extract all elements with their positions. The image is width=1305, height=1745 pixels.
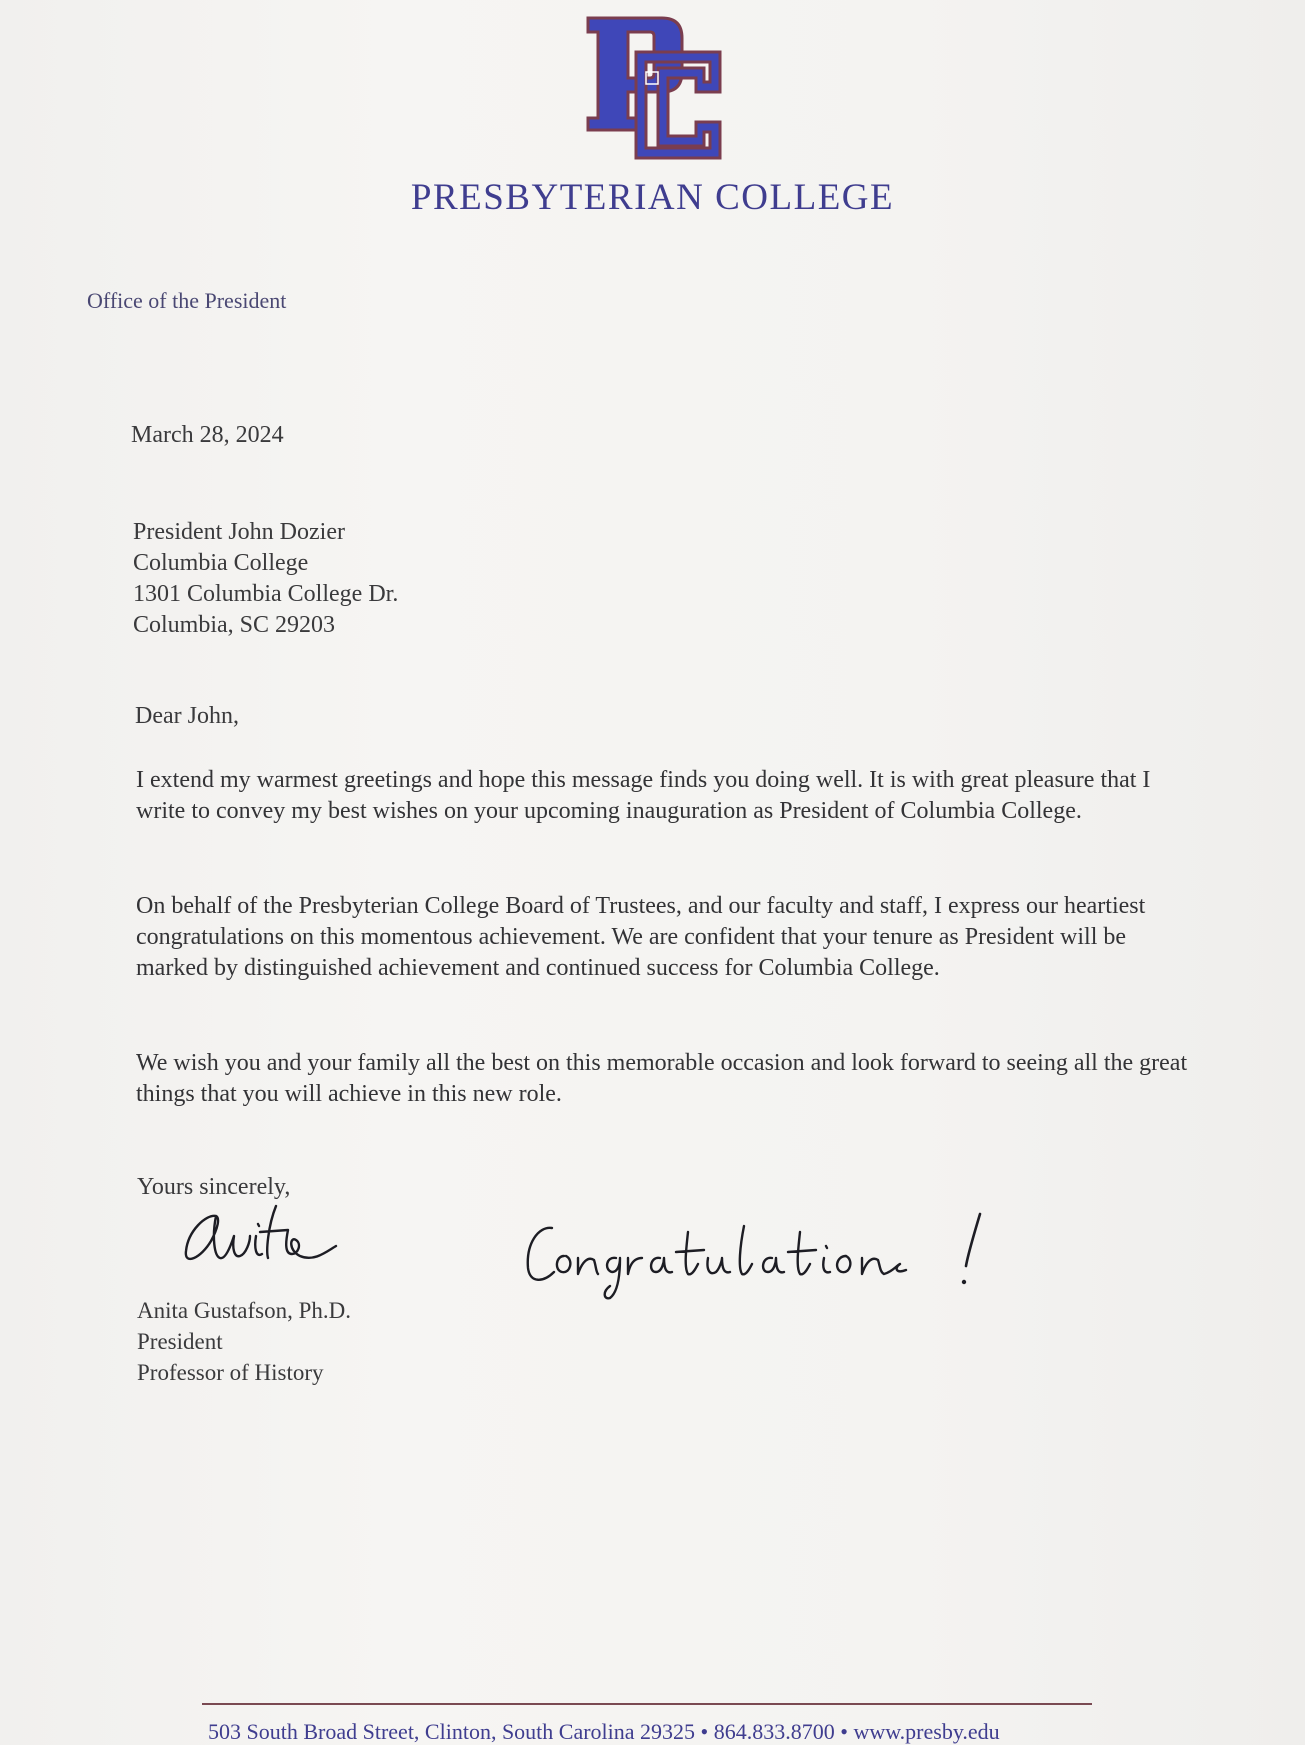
pc-monogram-logo-icon [584,14,726,162]
handwritten-note [520,1210,1000,1310]
recipient-line: President John Dozier [133,519,345,545]
college-name: PRESBYTERIAN COLLEGE [410,177,895,218]
body-paragraph: On behalf of the Presbyterian College Board of Trustees, and our faculty and staff, I express our heartiest congratulations on this momentous achievement. We are confident that your tenure as President will be marked by distinguished achievement and continued success for Columbia College. [136,893,1146,981]
signer-title: Professor of History [137,1360,324,1385]
body-paragraph: I extend my warmest greetings and hope this message finds you doing well. It is with great pleasure that I write to convey my best wishes on your upcoming inauguration as President of Columbia College. [136,767,1151,824]
office-label: Office of the President [87,288,287,313]
signer-block [137,1295,351,1388]
closing: Yours sincerely, [137,1174,291,1200]
footer-address: 503 South Broad Street, Clinton, South Carolina 29325 • 864.833.8700 • www.presby.edu [208,1719,1000,1744]
salutation: Dear John, [135,703,239,729]
footer-divider [202,1703,1092,1705]
recipient-line: Columbia, SC 29203 [133,612,336,638]
signer-name: Anita Gustafson, Ph.D. [137,1298,352,1323]
letter-date: March 28, 2024 [131,422,284,448]
handwritten-signature [176,1196,376,1276]
body-paragraph: We wish you and your family all the best on this memorable occasion and look forward to seeing all the great things that you will achieve in this new role. [136,1050,1188,1107]
recipient-line: 1301 Columbia College Dr. [133,581,399,607]
recipient-line: Columbia College [133,550,309,576]
signer-title: President [137,1329,223,1354]
recipient-address [133,517,398,641]
